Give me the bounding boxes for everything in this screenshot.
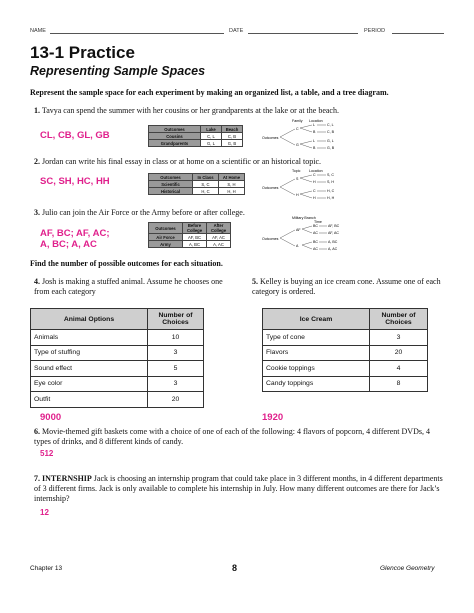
p2-table-cell: Scientific	[149, 181, 193, 188]
problem-7-text: Jack is choosing an internship program that could take place in 3 different months, in 4 different departments of 3 different firms. Jack is only available to complete his internship in July. How many different outcomes are there for Jack’s internship?	[34, 474, 443, 503]
p3-table-header: Outcomes	[149, 223, 183, 234]
tree-header: Military Branch	[292, 216, 316, 220]
tree-header: Location	[309, 119, 323, 123]
tree-leaf: L	[313, 123, 315, 127]
problem-1-number: 1.	[34, 106, 40, 115]
tree-branch: C	[296, 127, 299, 131]
problem-3-table	[148, 222, 231, 248]
tree-leaf: C	[313, 173, 316, 177]
tree-leaf: H	[313, 180, 316, 184]
problem-2-text: Jordan can write his final essay in class or at home on a scientific or an historical topic.	[42, 157, 322, 166]
name-line	[50, 27, 224, 34]
tree-branch: H	[296, 193, 299, 197]
tree-header: Family	[292, 119, 303, 123]
p2-table-header: Outcomes	[149, 174, 193, 181]
problem-5-number: 5.	[252, 277, 258, 286]
p1-table-header: Beach	[222, 126, 243, 133]
tree-leaf: BC	[313, 240, 318, 244]
tree-outcome: H, C	[327, 189, 335, 193]
p2-table-cell: Historical	[149, 188, 193, 195]
tree-leaf: B	[313, 146, 316, 150]
problem-1-tree-diagram	[262, 118, 372, 154]
tree-outcome: H, H	[327, 196, 335, 200]
footer-page-number: 8	[232, 563, 238, 573]
tree-header: Topic	[292, 169, 301, 173]
problem-1-text: Tavya can spend the summer with her cousins or her grandparents at the lake or at the beach.	[41, 106, 339, 115]
problem-7-label: INTERNSHIP	[42, 474, 92, 483]
problem-3-text: Julio can join the Air Force or the Army before or after college.	[42, 208, 245, 217]
page-title: 13-1 Practice	[30, 43, 135, 62]
problem-7	[34, 474, 448, 504]
tree-header: Time	[314, 220, 322, 224]
tree-branch: S	[296, 177, 299, 181]
p1-table-cell: C, L	[201, 133, 222, 140]
p5-table-cell: 4	[370, 361, 428, 377]
p3-table-cell: Air Force	[149, 234, 183, 241]
tree-outcome: AF, AC	[328, 231, 339, 235]
p4-table-header: Animal Options	[31, 309, 148, 330]
p2-table-cell: H, H	[219, 188, 245, 195]
tree-root: Outcomes	[262, 136, 279, 140]
p1-table-header: Lake	[201, 126, 222, 133]
problem-4-number: 4.	[34, 277, 40, 286]
p5-table-cell: Type of cone	[263, 330, 370, 346]
p3-table-cell: A, BC	[183, 241, 207, 248]
problem-3-tree-diagram	[262, 216, 372, 256]
tree-outcome: S, C	[327, 173, 334, 177]
problem-2-answer: SC, SH, HC, HH	[40, 176, 110, 187]
problem-4-table	[30, 308, 204, 408]
p4-table-cell: Type of stuffing	[31, 345, 148, 361]
p2-table-cell: H, C	[193, 188, 219, 195]
p5-table-cell: 8	[370, 376, 428, 392]
problem-5-answer: 1920	[262, 412, 284, 423]
tree-outcome: A, AC	[328, 247, 338, 251]
p3-table-header: Before College	[183, 223, 207, 234]
p2-table-cell: S, C	[193, 181, 219, 188]
problem-2-table	[148, 173, 245, 195]
tree-leaf: L	[313, 139, 315, 143]
problem-1-table	[148, 125, 243, 147]
tree-outcome: G, B	[327, 146, 335, 150]
tree-outcome: AF, BC	[328, 224, 340, 228]
p4-table-cell: 3	[148, 376, 204, 392]
problem-3-answer-line1: AF, BC; AF, AC;	[40, 228, 110, 239]
problem-5	[252, 277, 452, 297]
p1-table-cell: G, L	[201, 140, 222, 147]
problem-2-tree-diagram	[262, 168, 372, 204]
date-label: DATE	[229, 28, 244, 34]
p1-table-cell: G, B	[222, 140, 243, 147]
p1-table-cell: Grandparents	[149, 140, 201, 147]
p5-table-cell: Cookie toppings	[263, 361, 370, 377]
tree-header: Location	[309, 169, 323, 173]
problem-4-answer: 9000	[40, 412, 62, 423]
problem-2-number: 2.	[34, 157, 40, 166]
p5-table-cell: 20	[370, 345, 428, 361]
tree-outcome: C, B	[327, 130, 334, 134]
p1-table-cell: C, B	[222, 133, 243, 140]
problem-3-answer-line2: A, BC; A, AC	[40, 239, 97, 250]
instruction-represent: Represent the sample space for each experiment by making an organized list, a table, and a tree diagram.	[30, 88, 389, 97]
problem-3-number: 3.	[34, 208, 40, 217]
problem-7-answer: 12	[40, 508, 49, 517]
p3-table-cell: A, AC	[207, 241, 231, 248]
p4-table-cell: 5	[148, 361, 204, 377]
tree-leaf: BC	[313, 224, 318, 228]
p4-table-cell: Animals	[31, 330, 148, 346]
problem-6	[34, 427, 448, 447]
tree-branch: A	[296, 244, 299, 248]
problem-7-number: 7.	[34, 474, 40, 483]
tree-leaf: C	[313, 189, 316, 193]
problem-6-number: 6.	[34, 427, 40, 436]
p5-table-header: Number of Choices	[370, 309, 428, 330]
footer-chapter: Chapter 13	[30, 565, 63, 572]
p3-table-cell: AF, AC	[207, 234, 231, 241]
problem-1	[34, 106, 454, 116]
tree-leaf: H	[313, 196, 316, 200]
p4-table-cell: Sound effect	[31, 361, 148, 377]
p1-table-header: Outcomes	[149, 126, 201, 133]
name-label: NAME	[30, 28, 46, 34]
tree-root: Outcomes	[262, 186, 279, 190]
problem-4	[34, 277, 234, 297]
page-subtitle: Representing Sample Spaces	[30, 64, 206, 78]
tree-leaf: AC	[313, 247, 318, 251]
p4-table-cell: Eye color	[31, 376, 148, 392]
tree-outcome: C, L	[327, 123, 334, 127]
problem-1-answer: CL, CB, GL, GB	[40, 130, 110, 141]
tree-root: Outcomes	[262, 237, 279, 241]
p1-table-cell: Cousins	[149, 133, 201, 140]
p2-table-header: At Home	[219, 174, 245, 181]
period-label: PERIOD	[364, 28, 386, 34]
tree-outcome: G, L	[327, 139, 334, 143]
p4-table-cell: 20	[148, 392, 204, 408]
period-line	[392, 27, 444, 34]
p4-table-cell: Outfit	[31, 392, 148, 408]
problem-4-text: Josh is making a stuffed animal. Assume he chooses one from each category	[34, 277, 223, 296]
tree-branch: AF	[296, 228, 301, 232]
p5-table-cell: Candy toppings	[263, 376, 370, 392]
tree-leaf: B	[313, 130, 316, 134]
date-line	[248, 27, 358, 34]
p5-table-cell: 3	[370, 330, 428, 346]
instruction-count: Find the number of possible outcomes for each situation.	[30, 259, 223, 268]
p2-table-header: In Class	[193, 174, 219, 181]
tree-leaf: AC	[313, 231, 318, 235]
p3-table-cell: AF, BC	[183, 234, 207, 241]
tree-outcome: S, H	[327, 180, 334, 184]
p3-table-header: After College	[207, 223, 231, 234]
p4-table-cell: 3	[148, 345, 204, 361]
problem-2	[34, 157, 454, 167]
tree-outcome: A, BC	[328, 240, 338, 244]
problem-6-text: Movie-themed gift baskets come with a choice of one of each of the following: 4 flavors of popcorn, 4 different DVDs, 4 types of drinks, and 8 different kinds of candy.	[34, 427, 430, 446]
problem-5-text: Kelley is buying an ice cream cone. Assume one of each category is ordered.	[252, 277, 441, 296]
p5-table-header: Ice Cream	[263, 309, 370, 330]
problem-6-answer: 512	[40, 449, 54, 458]
footer-book: Glencoe Geometry	[380, 565, 435, 572]
tree-branch: G	[296, 143, 299, 147]
p3-table-cell: Army	[149, 241, 183, 248]
p4-table-cell: 10	[148, 330, 204, 346]
p2-table-cell: S, H	[219, 181, 245, 188]
problem-5-table	[262, 308, 428, 392]
problem-3	[34, 208, 454, 218]
p4-table-header: Number of Choices	[148, 309, 204, 330]
p5-table-cell: Flavors	[263, 345, 370, 361]
